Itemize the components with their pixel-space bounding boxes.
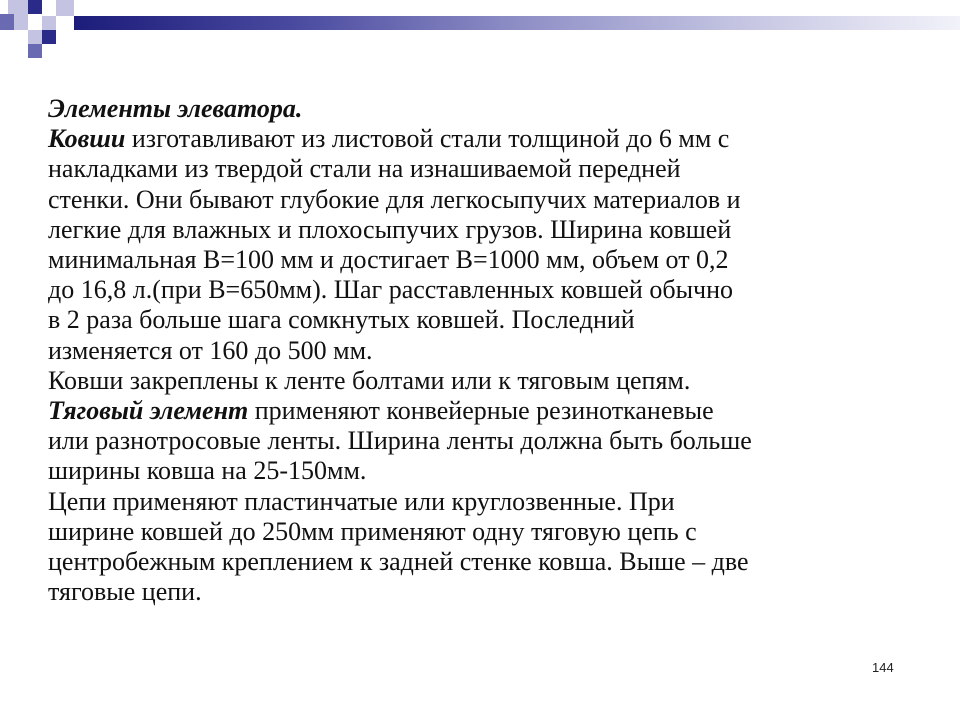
text-line: центробежным креплением к задней стенке ковша. Выше – две	[48, 547, 749, 577]
corner-square-3	[56, 0, 74, 16]
corner-decoration	[0, 0, 80, 60]
text-line: ширине ковшей до 250мм применяют одну тяговую цепь с	[48, 516, 697, 546]
text-line: Цепи применяют пластинчатые или круглозвенные. При	[48, 486, 675, 516]
paragraph-2-first-line-text: применяют конвейерные резинотканевые	[248, 396, 714, 426]
term-buckets: Ковши	[48, 124, 126, 154]
section-heading: Элементы элеватора.	[48, 94, 303, 123]
corner-square-8	[42, 30, 56, 44]
corner-square-7	[28, 30, 42, 44]
corner-square-4	[0, 14, 14, 30]
text-line: или разнотросовые ленты. Ширина ленты должна быть больше	[48, 426, 752, 456]
header-gradient-bar	[74, 16, 960, 30]
corner-square-9	[28, 44, 42, 58]
text-line: до 16,8 л.(при В=650мм). Шаг расставленных ковшей обычно	[48, 275, 734, 305]
paragraph-1-first-line	[48, 124, 928, 154]
corner-square-6	[42, 16, 56, 30]
corner-square-1	[8, 0, 28, 14]
text-line: Ковши закреплены к ленте болтами или к тяговым цепям.	[48, 365, 691, 395]
corner-square-2	[28, 0, 42, 14]
text-line: изменяется от 160 до 500 мм.	[48, 335, 373, 365]
text-line: накладками из твердой стали на изнашиваемой передней	[48, 154, 681, 184]
slide-body	[48, 94, 928, 607]
text-line: ширины ковша на 25-150мм.	[48, 456, 367, 486]
text-line: в 2 раза больше шага сомкнутых ковшей. Последний	[48, 305, 635, 335]
text-line: тяговые цепи.	[48, 577, 202, 607]
text-line: стенки. Они бывают глубокие для легкосыпучих материалов и	[48, 184, 741, 214]
term-traction-element: Тяговый элемент	[48, 396, 249, 426]
paragraph-1-first-line-text: изготавливают из листовой стали толщиной до 6 мм с	[125, 124, 730, 154]
text-line: легкие для влажных и плохосыпучих грузов. Ширина ковшей	[48, 214, 732, 244]
corner-square-5	[14, 14, 28, 30]
page-number: 144	[872, 660, 894, 675]
text-line: минимальная В=100 мм и достигает В=1000 мм, объем от 0,2	[48, 245, 729, 275]
paragraph-2-first-line	[48, 396, 928, 426]
